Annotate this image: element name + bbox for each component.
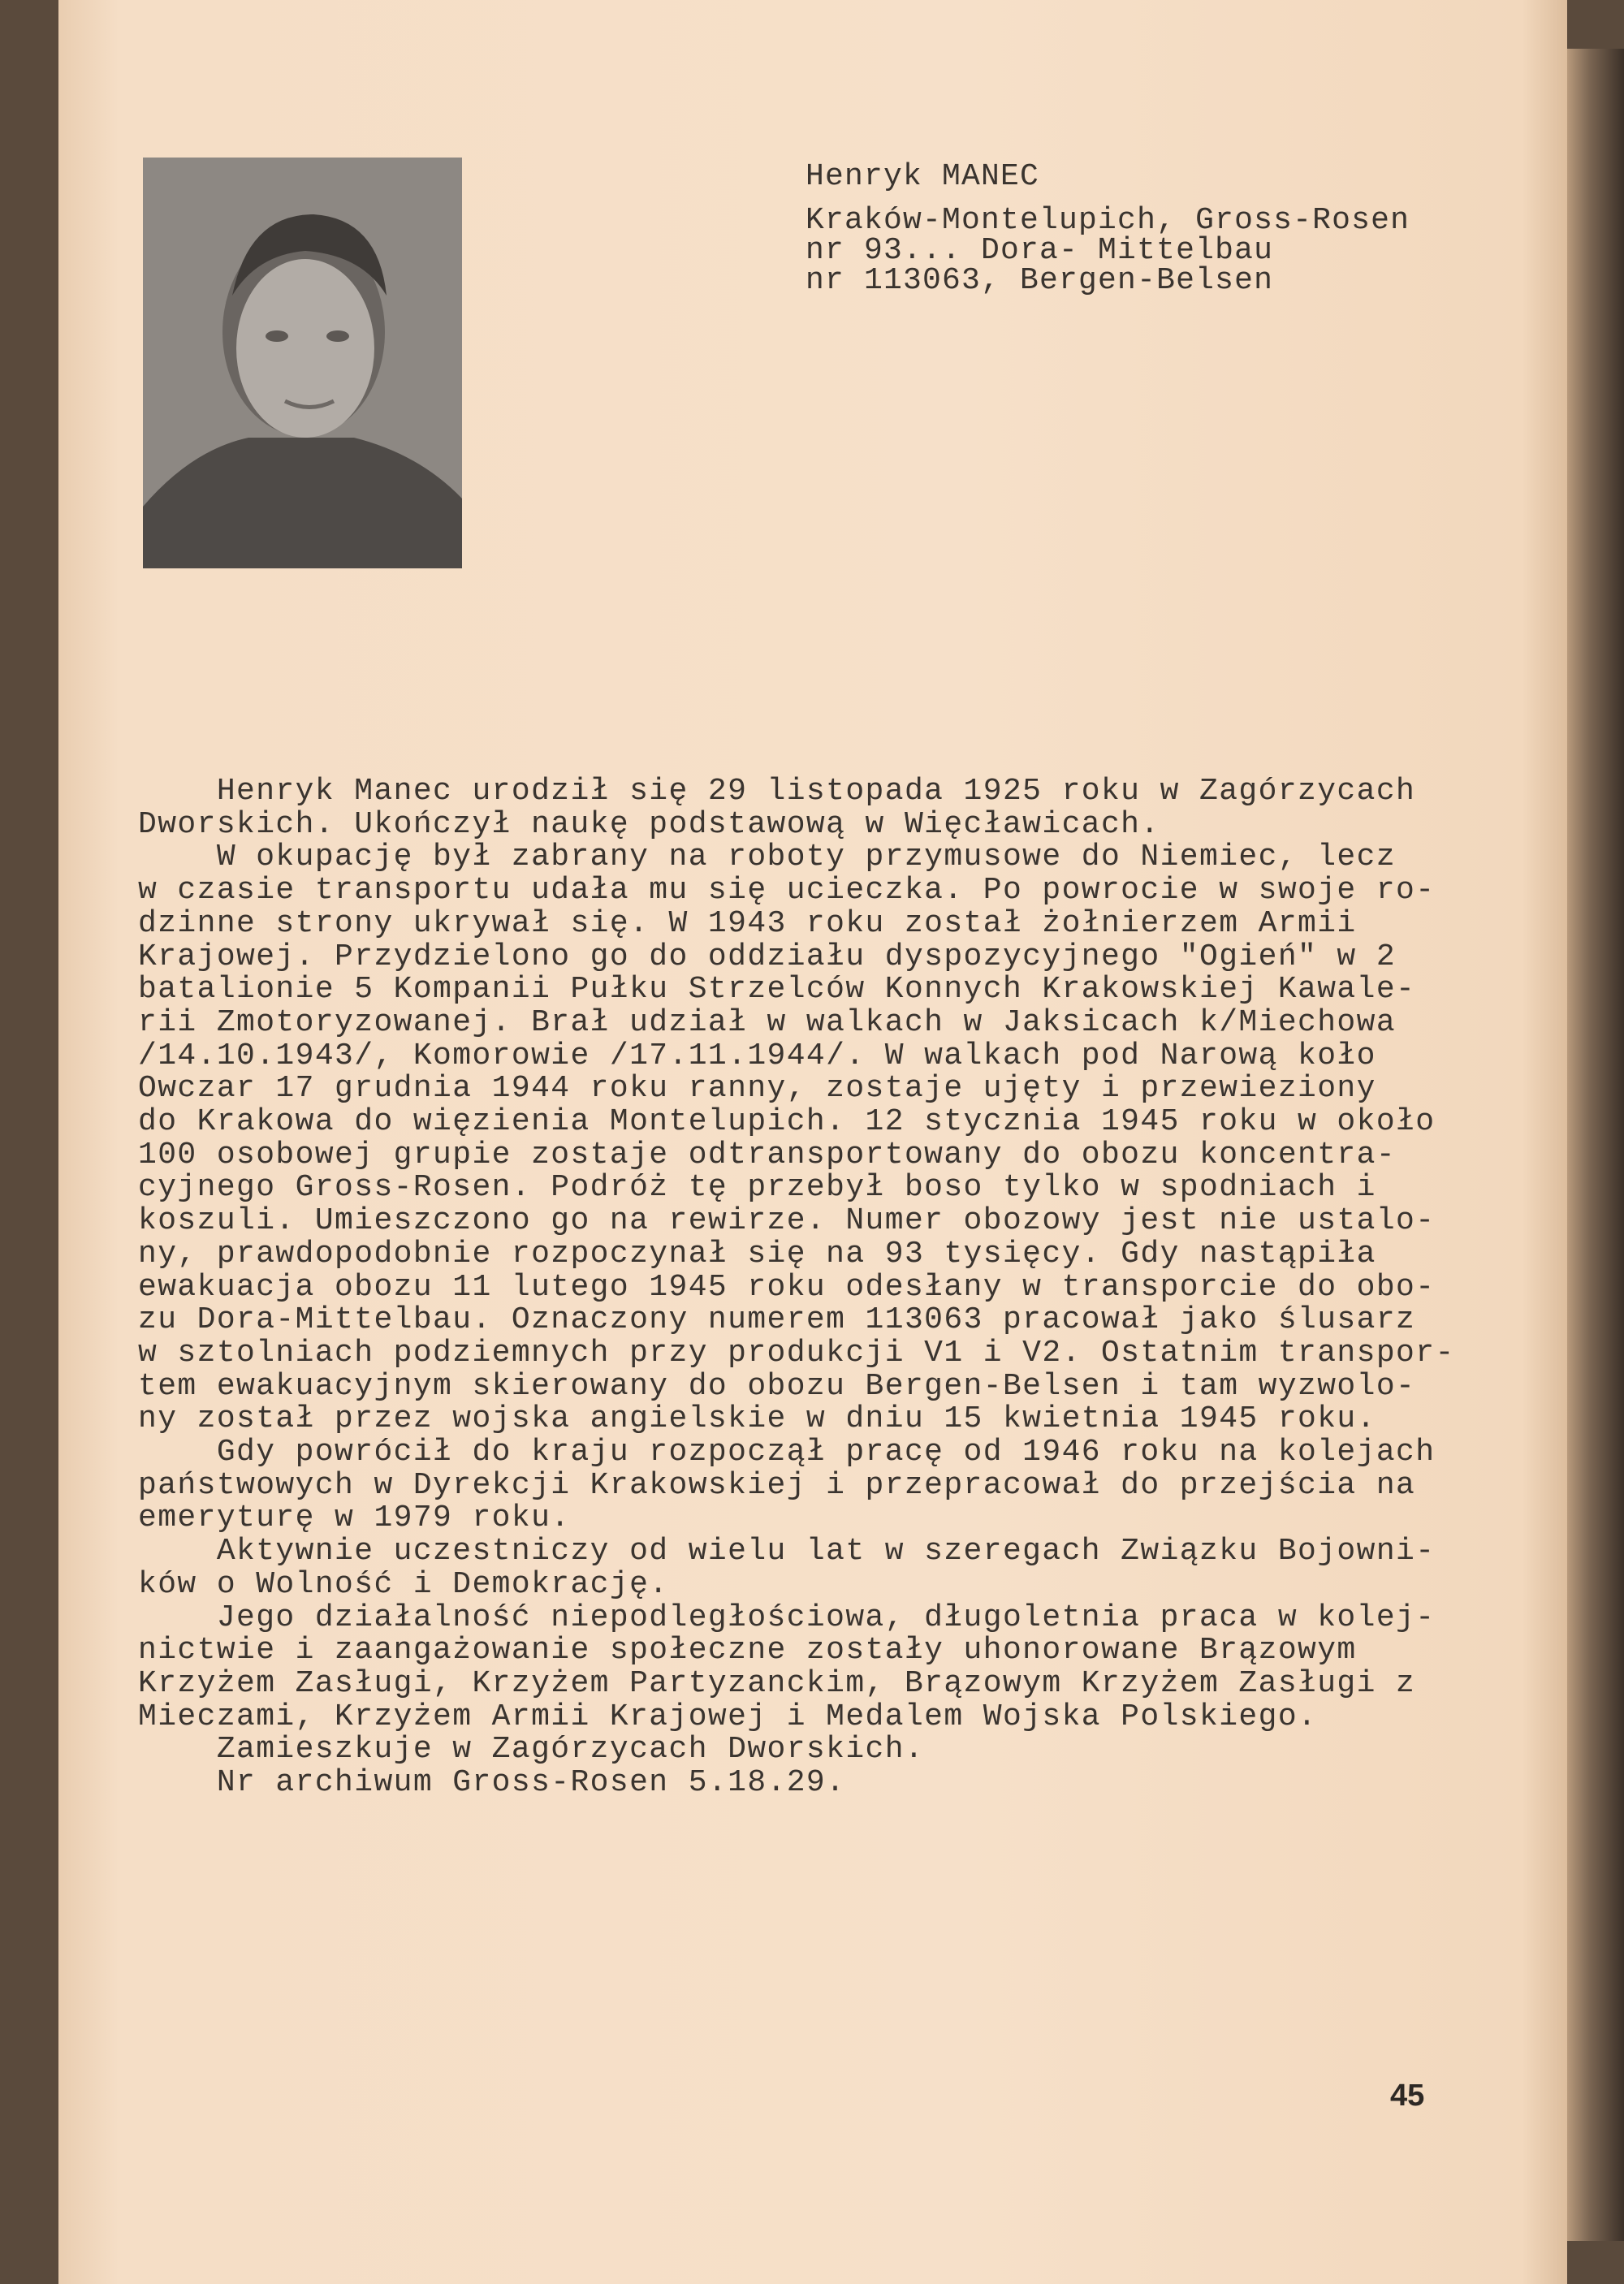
book-edge bbox=[1567, 49, 1624, 2241]
text-line: 100 osobowej grupie zostaje odtransportowany do obozu koncentra- bbox=[138, 1137, 1397, 1172]
text-line: Zamieszkuje w Zagórzycach Dworskich. bbox=[138, 1732, 925, 1768]
camp-line-1: Kraków-Montelupich, Gross-Rosen bbox=[806, 203, 1410, 238]
text-line: ny został przez wojska angielskie w dniu 15 kwietnia 1945 roku. bbox=[138, 1401, 1376, 1437]
biography-text bbox=[138, 775, 1455, 1800]
text-line: Aktywnie uczestniczy od wielu lat w szeregach Związku Bojowni- bbox=[138, 1534, 1436, 1569]
text-line: Jego działalność niepodległościowa, długoletnia praca w kolej- bbox=[138, 1600, 1436, 1635]
text-line: koszuli. Umieszczono go na rewirze. Numer obozowy jest nie ustalo- bbox=[138, 1203, 1436, 1239]
portrait-photo bbox=[143, 158, 462, 568]
person-name: Henryk MANEC bbox=[806, 159, 1040, 194]
text-line: państwowych w Dyrekcji Krakowskiej i przepracował do przejścia na bbox=[138, 1467, 1416, 1503]
page-number: 45 bbox=[1390, 2079, 1425, 2113]
text-line: w sztolniach podziemnych przy produkcji V1 i V2. Ostatnim transpor- bbox=[138, 1335, 1455, 1371]
camp-line-3: nr 113063, Bergen-Belsen bbox=[806, 263, 1274, 298]
text-line: tem ewakuacyjnym skierowany do obozu Bergen-Belsen i tam wyzwolo- bbox=[138, 1368, 1416, 1404]
text-line: Owczar 17 grudnia 1944 roku ranny, zostaje ujęty i przewieziony bbox=[138, 1071, 1376, 1107]
text-line: Krzyżem Zasługi, Krzyżem Partyzanckim, Brązowym Krzyżem Zasługi z bbox=[138, 1665, 1416, 1701]
text-line: Mieczami, Krzyżem Armii Krajowej i Medalem Wojska Polskiego. bbox=[138, 1699, 1318, 1734]
text-line: do Krakowa do więzienia Montelupich. 12 stycznia 1945 roku w około bbox=[138, 1104, 1436, 1140]
text-line: /14.10.1943/, Komorowie /17.11.1944/. W walkach pod Narową koło bbox=[138, 1038, 1376, 1073]
text-line: zu Dora-Mittelbau. Oznaczony numerem 113063 pracował jako ślusarz bbox=[138, 1302, 1416, 1338]
text-line: w czasie transportu udała mu się ucieczka. Po powrocie w swoje ro- bbox=[138, 873, 1436, 909]
text-line: Nr archiwum Gross-Rosen 5.18.29. bbox=[138, 1765, 846, 1801]
text-line: dzinne strony ukrywał się. W 1943 roku został żołnierzem Armii bbox=[138, 905, 1357, 941]
text-line: batalionie 5 Kompanii Pułku Strzelców Konnych Krakowskiej Kawale- bbox=[138, 972, 1416, 1008]
text-line: emeryturę w 1979 roku. bbox=[138, 1500, 571, 1536]
text-line: nictwie i zaangażowanie społeczne zostały uhonorowane Brązowym bbox=[138, 1633, 1357, 1669]
text-line: ewakuacja obozu 11 lutego 1945 roku odesłany w transporcie do obo- bbox=[138, 1269, 1436, 1305]
text-line: cyjnego Gross-Rosen. Podróż tę przebył boso tylko w spodniach i bbox=[138, 1170, 1376, 1206]
text-line: ny, prawdopodobnie rozpoczynał się na 93 tysięcy. Gdy nastąpiła bbox=[138, 1236, 1376, 1272]
text-line: Gdy powrócił do kraju rozpoczął pracę od 1946 roku na kolejach bbox=[138, 1435, 1436, 1470]
text-line: ków o Wolność i Demokrację. bbox=[138, 1566, 669, 1602]
text-line: rii Zmotoryzowanej. Brał udział w walkach w Jaksicach k/Miechowa bbox=[138, 1004, 1397, 1040]
text-line: W okupację był zabrany na roboty przymusowe do Niemiec, lecz bbox=[138, 840, 1397, 875]
text-line: Dworskich. Ukończył naukę podstawową w Więcławicach. bbox=[138, 806, 1160, 842]
text-line: Krajowej. Przydzielono go do oddziału dyspozycyjnego "Ogień" w 2 bbox=[138, 939, 1397, 974]
camp-line-2: nr 93... Dora- Mittelbau bbox=[806, 233, 1274, 268]
text-line: Henryk Manec urodził się 29 listopada 1925 roku w Zagórzycach bbox=[138, 774, 1416, 809]
